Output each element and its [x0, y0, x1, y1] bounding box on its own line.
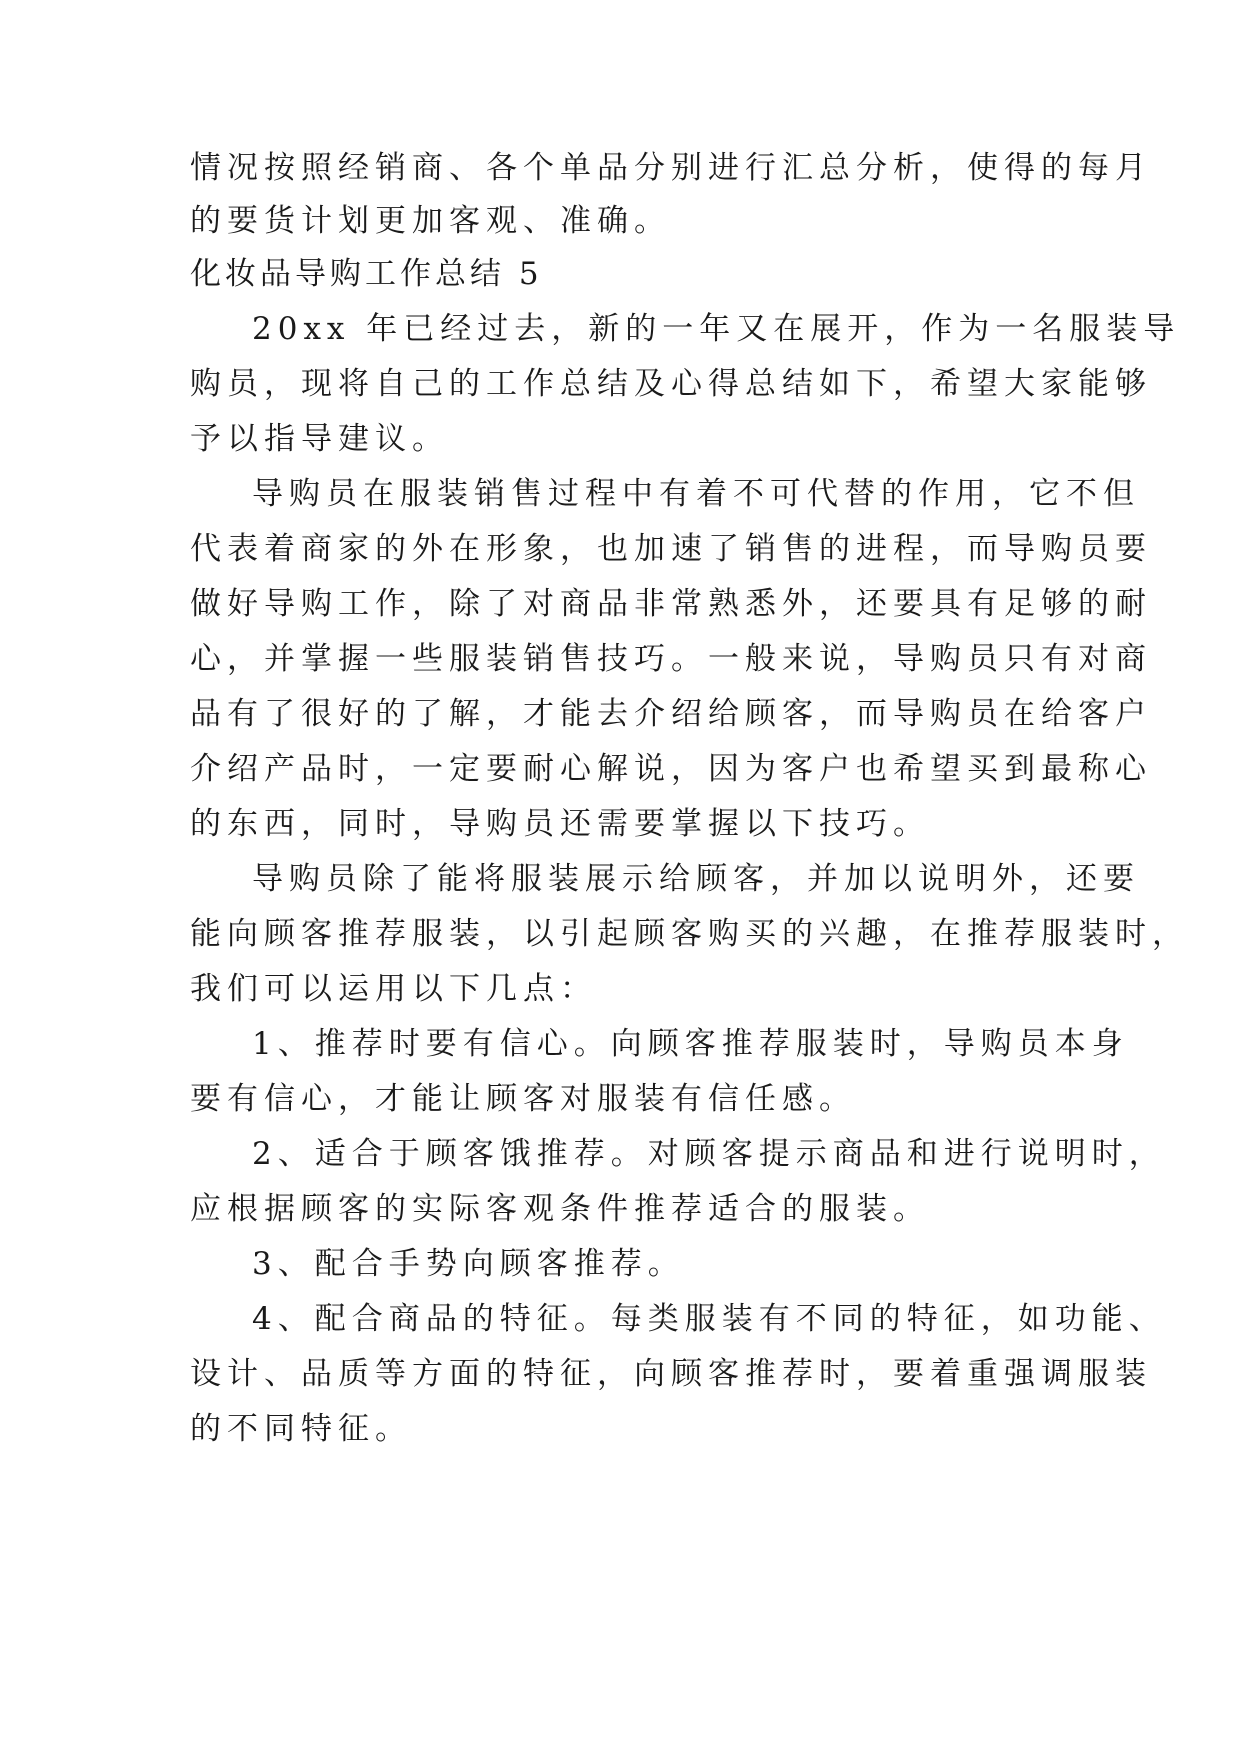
- paragraph-line: 代表着商家的外在形象，也加速了销售的进程，而导购员要: [190, 531, 1152, 567]
- paragraph-line: 购员，现将自己的工作总结及心得总结如下，希望大家能够: [190, 366, 1152, 402]
- paragraph-line: 的不同特征。: [190, 1411, 412, 1447]
- paragraph-line: 我们可以运用以下几点：: [190, 971, 597, 1007]
- list-item: 2、适合于顾客饿推荐。对顾客提示商品和进行说明时，: [252, 1136, 1166, 1172]
- paragraph-line: 20xx 年已经过去，新的一年又在展开，作为一名服装导: [252, 311, 1181, 347]
- paragraph-line: 品有了很好的了解，才能去介绍给顾客，而导购员在给客户: [190, 696, 1152, 732]
- list-item: 1、推荐时要有信心。向顾客推荐服装时，导购员本身: [252, 1026, 1129, 1062]
- paragraph-line: 导购员除了能将服装展示给顾客，并加以说明外，还要: [252, 861, 1140, 897]
- list-item: 3、配合手势向顾客推荐。: [252, 1246, 685, 1282]
- paragraph-line: 情况按照经销商、各个单品分别进行汇总分析，使得的每月: [190, 150, 1152, 186]
- paragraph-line: 设计、品质等方面的特征，向顾客推荐时，要着重强调服装: [190, 1356, 1152, 1392]
- paragraph-line: 心，并掌握一些服装销售技巧。一般来说，导购员只有对商: [190, 641, 1152, 677]
- paragraph-line: 的东西，同时，导购员还需要掌握以下技巧。: [190, 806, 930, 842]
- paragraph-line: 应根据顾客的实际客观条件推荐适合的服装。: [190, 1191, 930, 1227]
- paragraph-line: 导购员在服装销售过程中有着不可代替的作用，它不但: [252, 476, 1140, 512]
- paragraph-line: 能向顾客推荐服装，以引起顾客购买的兴趣，在推荐服装时，: [190, 916, 1189, 952]
- paragraph-line: 予以指导建议。: [190, 421, 449, 457]
- paragraph-line: 要有信心，才能让顾客对服装有信任感。: [190, 1081, 856, 1117]
- section-heading: 化妆品导购工作总结 5: [190, 256, 543, 292]
- paragraph-line: 做好导购工作，除了对商品非常熟悉外，还要具有足够的耐: [190, 586, 1152, 622]
- list-item: 4、配合商品的特征。每类服装有不同的特征，如功能、: [252, 1301, 1166, 1337]
- paragraph-line: 的要货计划更加客观、准确。: [190, 203, 671, 239]
- paragraph-line: 介绍产品时，一定要耐心解说，因为客户也希望买到最称心: [190, 751, 1152, 787]
